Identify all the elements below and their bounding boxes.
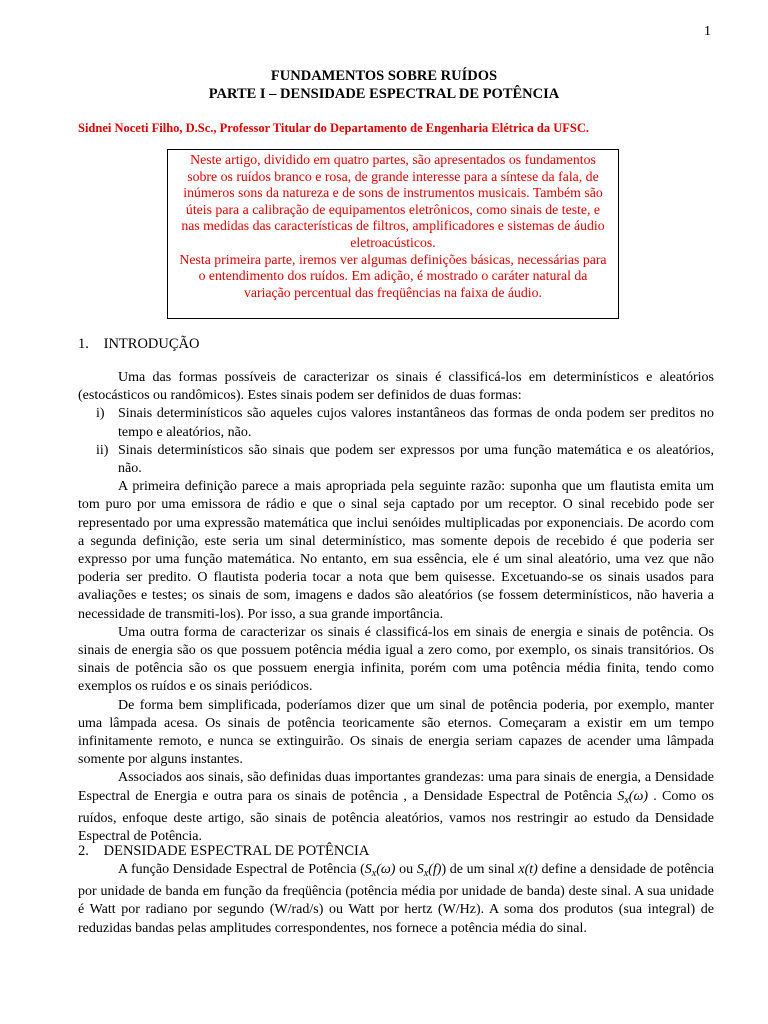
- psd-text-c: define a densidade de potência por unidade de banda em função da freqüência (potência média por unidade de banda) deste sinal. A sua unidade é Watt por radiano por segundo (W/rad/s) ou Watt por hertz (W/Hz). A soma dos produtos (sua integral) de reduzidas bandas pelas amplitudes correspondentes, nos fornece a potência média do sinal.: [78, 862, 715, 936]
- signal-symbol: x(t): [518, 862, 538, 877]
- psd-omega-symbol: [365, 862, 396, 877]
- abstract-box: [167, 149, 619, 319]
- psd-text-a: A função Densidade Espectral de Potência (: [118, 862, 365, 877]
- psd-symbol-sub: x: [624, 794, 629, 806]
- psd-freq-s: S: [416, 862, 424, 877]
- list-item-2-text: Sinais determinísticos são sinais que podem ser expressos por uma função matemática e os aleatórios, não.: [118, 442, 714, 477]
- section-2-heading: [78, 843, 369, 860]
- psd-omega-s: S: [364, 862, 372, 877]
- section-1-heading: [78, 336, 199, 353]
- list-item-1-marker: i): [96, 406, 105, 422]
- list-item-1: [78, 405, 714, 441]
- psd-symbol-s: S: [617, 788, 625, 804]
- list-item-2-marker: ii): [96, 442, 109, 458]
- psd-omega-sub: x: [371, 868, 377, 879]
- title-line-1: FUNDAMENTOS SOBRE RUÍDOS: [270, 68, 498, 84]
- intro-paragraph-2: A primeira definição parece a mais apropriada pela seguinte razão: suponha que um flautista emita um tom puro por uma emissora de rádio e que o sinal seja captado por um receptor. O sinal recebido pode ser representado por uma expressão matemática que inclui senóides multiplicadas por exponenciais. De acordo com a segunda definição, este seria um sinal determinístico, mas somente depois de recebido é que poderia ser expresso por uma função matemática. No entanto, em sua essência, ele é um sinal aleatório, uma vez que não poderia ser predito. O flautista poderia tocar a nota que bem quisesse. Excetuando-se os sinais usados para avaliações e testes; os sinais de som, imagens e dados são aleatórios (se fossem determinísticos, não haveria a necessidade de transmiti-los). Por isso, a sua grande importância.: [78, 479, 714, 622]
- title-line-2: PARTE I – DENSIDADE ESPECTRAL DE POTÊNCIA: [208, 86, 560, 102]
- psd-text-or: ou: [395, 862, 417, 877]
- abstract-paragraph-2: Nesta primeira parte, iremos ver algumas definições básicas, necessárias para o entendimento dos ruídos. Em adição, é mostrado o caráter natural da variação percentual das freqüências na faixa de áudio.: [179, 251, 607, 300]
- intro-paragraph-5b: . Como os ruídos, enfoque deste artigo, são sinais de potência aleatórios, vamos nos restringir ao estudo da Densidade Espectral de Potência.: [78, 788, 715, 845]
- section-2-title: DENSIDADE ESPECTRAL DE POTÊNCIA: [103, 843, 370, 859]
- section-2-number: 2.: [78, 843, 89, 859]
- psd-freq-sub: x: [423, 868, 429, 879]
- page-number: 1: [704, 24, 711, 39]
- intro-paragraph-1: Uma das formas possíveis de caracterizar os sinais é classificá-los em determinísticos e aleatórios (estocásticos ou randômicos). Estes sinais podem ser definidos de duas formas:: [78, 370, 714, 404]
- intro-paragraph-5a: Associados aos sinais, são definidas duas importantes grandezas: uma para sinais de energia, a Densidade Espectral de Energia e outra para os sinais de potência , a Densidade Espectral de Potência: [78, 770, 714, 804]
- section-1-number: 1.: [78, 336, 89, 352]
- psd-paragraph: [78, 861, 714, 938]
- list-item-1-text: Sinais determinísticos são aqueles cujos valores instantâneos das formas de onda podem ser preditos no tempo e aleatórios, não.: [118, 406, 714, 440]
- psd-symbol-arg: (ω): [628, 788, 648, 804]
- intro-paragraph-5: [78, 769, 714, 846]
- author-line: Sidnei Noceti Filho, D.Sc., Professor Titular do Departamento de Engenharia Elétrica da UFSC.: [78, 121, 589, 135]
- psd-text-b: ) de um sinal: [441, 862, 519, 877]
- psd-omega-arg: (ω): [376, 862, 396, 877]
- intro-paragraph-3: Uma outra forma de caracterizar os sinais é classificá-los em sinais de energia e sinais de potência. Os sinais de energia são os que possuem potência média igual a zero como, por exemplo, os sinais transitórios. Os sinais de potência são os que possuem energia infinita, porém com uma potência média finita, tendo como exemplos os ruídos e os sinais periódicos.: [78, 624, 714, 695]
- section-2-body: [78, 861, 714, 938]
- abstract-paragraph-1: Neste artigo, dividido em quatro partes, são apresentados os fundamentos sobre os ruídos branco e rosa, de grande interesse para a síntese da fala, de inúmeros sons da natureza e de sons de instrumentos musicais. Também são úteis para a calibração de equipamentos eletrônicos, como sinais de teste, e nas medidas das características de filtros, amplificadores e sistemas de áudio eletroacústicos.: [181, 152, 605, 250]
- psd-freq-arg: (f): [428, 862, 442, 877]
- psd-freq-symbol: [417, 862, 442, 877]
- section-1-body: [78, 369, 714, 846]
- intro-paragraph-4: De forma bem simplificada, poderíamos dizer que um sinal de potência poderia, por exemplo, manter uma lâmpada acesa. Os sinais de potência teoricamente são eternos. Começaram a existir em um tempo infinitamente remoto, e nunca se extinguirão. Os sinais de energia seriam capazes de acender uma lâmpada somente por alguns instantes.: [78, 697, 714, 768]
- list-item-2: [78, 442, 714, 478]
- section-1-title: INTRODUÇÃO: [103, 336, 200, 352]
- psd-symbol: [617, 789, 648, 804]
